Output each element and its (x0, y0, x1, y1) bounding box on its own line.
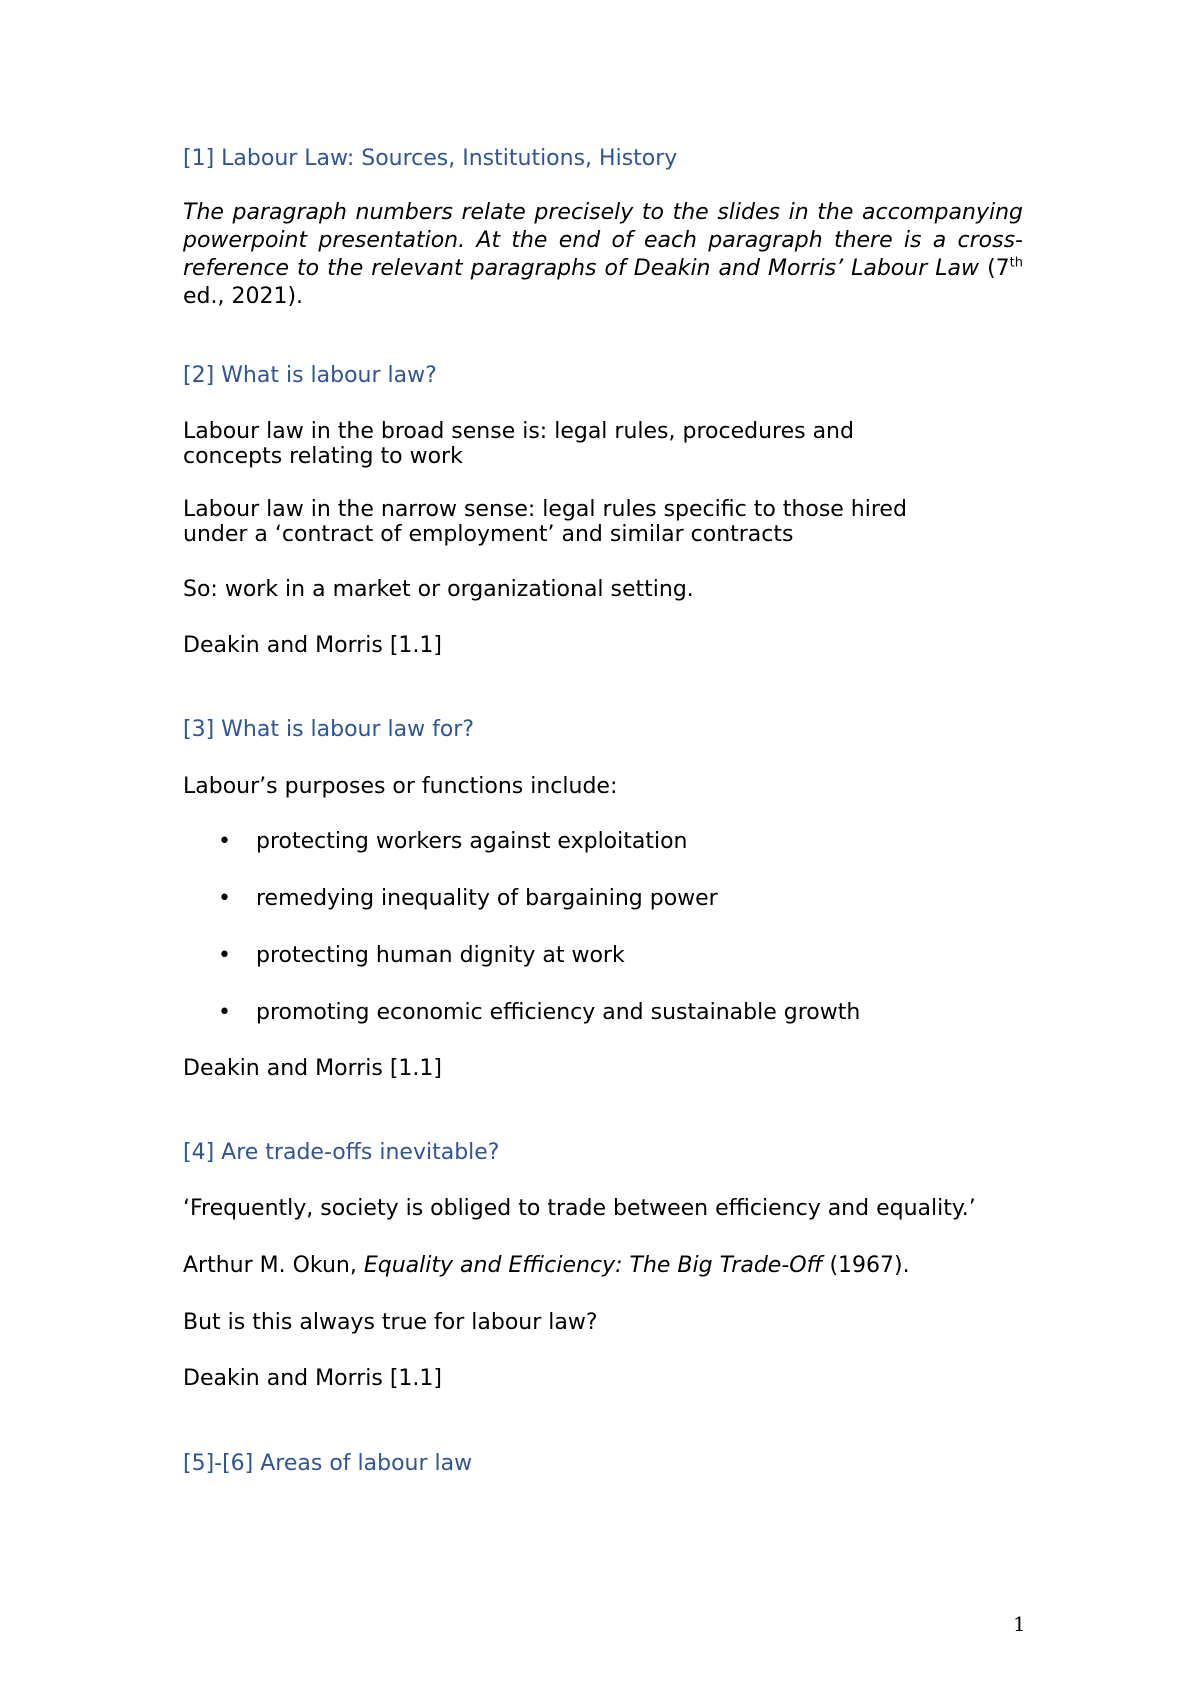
okun-citation (183, 1253, 910, 1278)
intro-main-text: The paragraph numbers relate precisely to the slides in the accompanying powerpoint presentation. At the end of each paragraph there is a cross-reference to the relevant paragraphs of Deakin and Morris’ Labour Law (183, 200, 1023, 281)
section-3-heading: [3] What is labour law for? (183, 717, 475, 742)
intro-paragraph (183, 199, 1023, 311)
purpose-item: protecting human dignity at work (256, 943, 625, 968)
intro-edition-open: (7 (987, 256, 1010, 281)
section-3-reference: Deakin and Morris [1.1] (183, 1056, 442, 1081)
section-1-heading: [1] Labour Law: Sources, Institutions, History (183, 146, 678, 171)
citation-title: Equality and Efficiency: The Big Trade-Off (363, 1253, 823, 1278)
narrow-sense-line-1: Labour law in the narrow sense: legal rules specific to those hired (183, 497, 907, 522)
citation-year: (1967). (822, 1253, 910, 1278)
section-4-reference: Deakin and Morris [1.1] (183, 1366, 442, 1391)
so-sentence: So: work in a market or organizational setting. (183, 577, 694, 602)
bullet-marker: • (218, 943, 231, 968)
broad-sense-line-1: Labour law in the broad sense is: legal rules, procedures and (183, 419, 854, 444)
purpose-item: protecting workers against exploitation (256, 829, 688, 854)
purpose-item: promoting economic efficiency and sustainable growth (256, 1000, 861, 1025)
narrow-sense-line-2: under a ‘contract of employment’ and similar contracts (183, 522, 794, 547)
purpose-item: remedying inequality of bargaining power (256, 886, 718, 911)
citation-author: Arthur M. Okun, (183, 1253, 364, 1278)
intro-edition-sup: th (1009, 255, 1023, 271)
trade-off-question: But is this always true for labour law? (183, 1310, 598, 1335)
bullet-marker: • (218, 829, 231, 854)
section-2-heading: [2] What is labour law? (183, 363, 437, 388)
broad-sense-line-2: concepts relating to work (183, 444, 463, 469)
purposes-lead: Labour’s purposes or functions include: (183, 774, 618, 799)
bullet-marker: • (218, 1000, 231, 1025)
section-5-heading: [5]-[6] Areas of labour law (183, 1451, 473, 1476)
bullet-marker: • (218, 886, 231, 911)
section-2-reference: Deakin and Morris [1.1] (183, 633, 442, 658)
intro-edition-close: ed., 2021). (183, 284, 304, 309)
section-4-heading: [4] Are trade-offs inevitable? (183, 1140, 500, 1165)
okun-quote: ‘Frequently, society is obliged to trade between efficiency and equality.’ (183, 1196, 976, 1221)
page-number: 1 (1013, 1612, 1026, 1636)
